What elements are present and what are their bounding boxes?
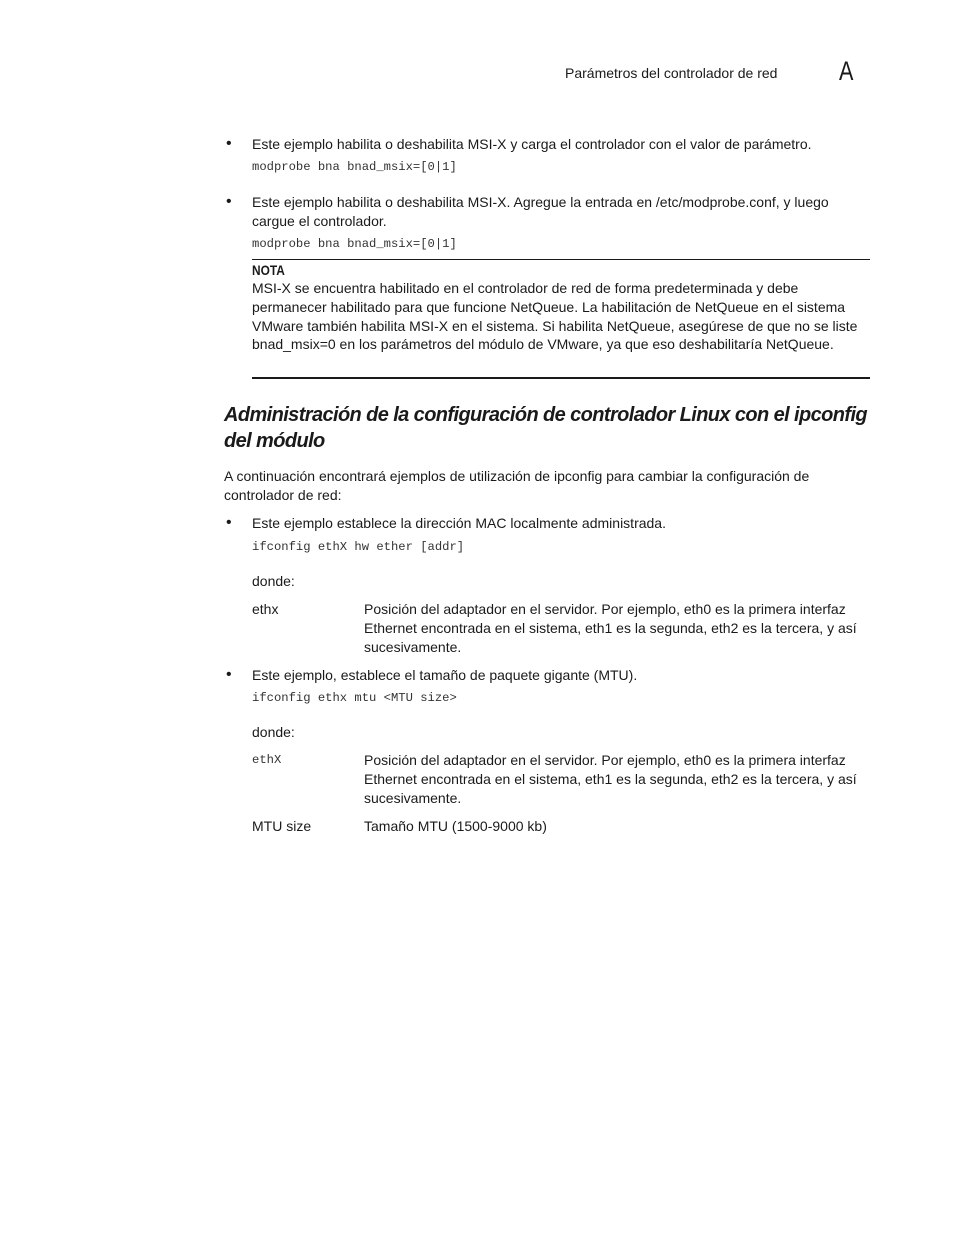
code-line: modprobe bna bnad_msix=[0|1] <box>252 237 457 251</box>
bullet-text: Este ejemplo habilita o deshabilita MSI-X. Agregue la entrada en /etc/modprobe.conf, y luego cargue el controlador. <box>252 194 829 229</box>
definition-description: Posición del adaptador en el servidor. Por ejemplo, eth0 es la primera interfaz Ethernet encontrada en el sistema, eth1 es la segunda, eth2 es la tercera, y así sucesivamente. <box>364 752 857 806</box>
bullet-text: Este ejemplo establece la dirección MAC localmente administrada. <box>252 515 666 531</box>
definition-term: ethX <box>252 753 282 767</box>
definition-term: MTU size <box>252 818 312 834</box>
donde-label: donde: <box>252 573 295 589</box>
code-line: ifconfig ethX hw ether [addr] <box>252 540 465 554</box>
definition-term: ethx <box>252 601 279 617</box>
running-header-title: Parámetros del controlador de red <box>565 65 778 81</box>
section-heading: Administración de la configuración de controlador Linux con el ipconfig del módulo <box>224 404 868 452</box>
definition-description: Posición del adaptador en el servidor. Por ejemplo, eth0 es la primera interfaz Ethernet encontrada en el sistema, eth1 es la segunda, eth2 es la tercera, y así sucesivamente. <box>364 601 857 655</box>
section-intro: A continuación encontrará ejemplos de utilización de ipconfig para cambiar la configuración de controlador de red: <box>224 468 810 503</box>
bullet-marker: • <box>226 135 232 152</box>
bullet-text: Este ejemplo, establece el tamaño de paquete gigante (MTU). <box>252 667 638 683</box>
code-line: ifconfig ethx mtu <MTU size> <box>252 691 457 705</box>
definition-description: Tamaño MTU (1500-9000 kb) <box>364 818 547 834</box>
appendix-letter: A <box>839 56 854 86</box>
bullet-marker: • <box>226 193 232 210</box>
bullet-marker: • <box>226 514 232 531</box>
bullet-text: Este ejemplo habilita o deshabilita MSI-X y carga el controlador con el valor de parámetro. <box>252 136 812 152</box>
bullet-marker: • <box>226 666 232 683</box>
donde-label: donde: <box>252 724 295 740</box>
note-label: NOTA <box>252 262 285 278</box>
code-line: modprobe bna bnad_msix=[0|1] <box>252 160 457 174</box>
note-box <box>252 259 870 379</box>
note-text: MSI-X se encuentra habilitado en el controlador de red de forma predeterminada y debe permanecer habilitado para que funcione NetQueue. La habilitación de NetQueue en el sistema VMware también habilita MSI-X en el sistema. Si habilita NetQueue, asegúrese de que no se liste bnad_msix=0 en los parámetros del módulo de VMware, ya que eso deshabilitaría NetQueue. <box>252 280 858 353</box>
